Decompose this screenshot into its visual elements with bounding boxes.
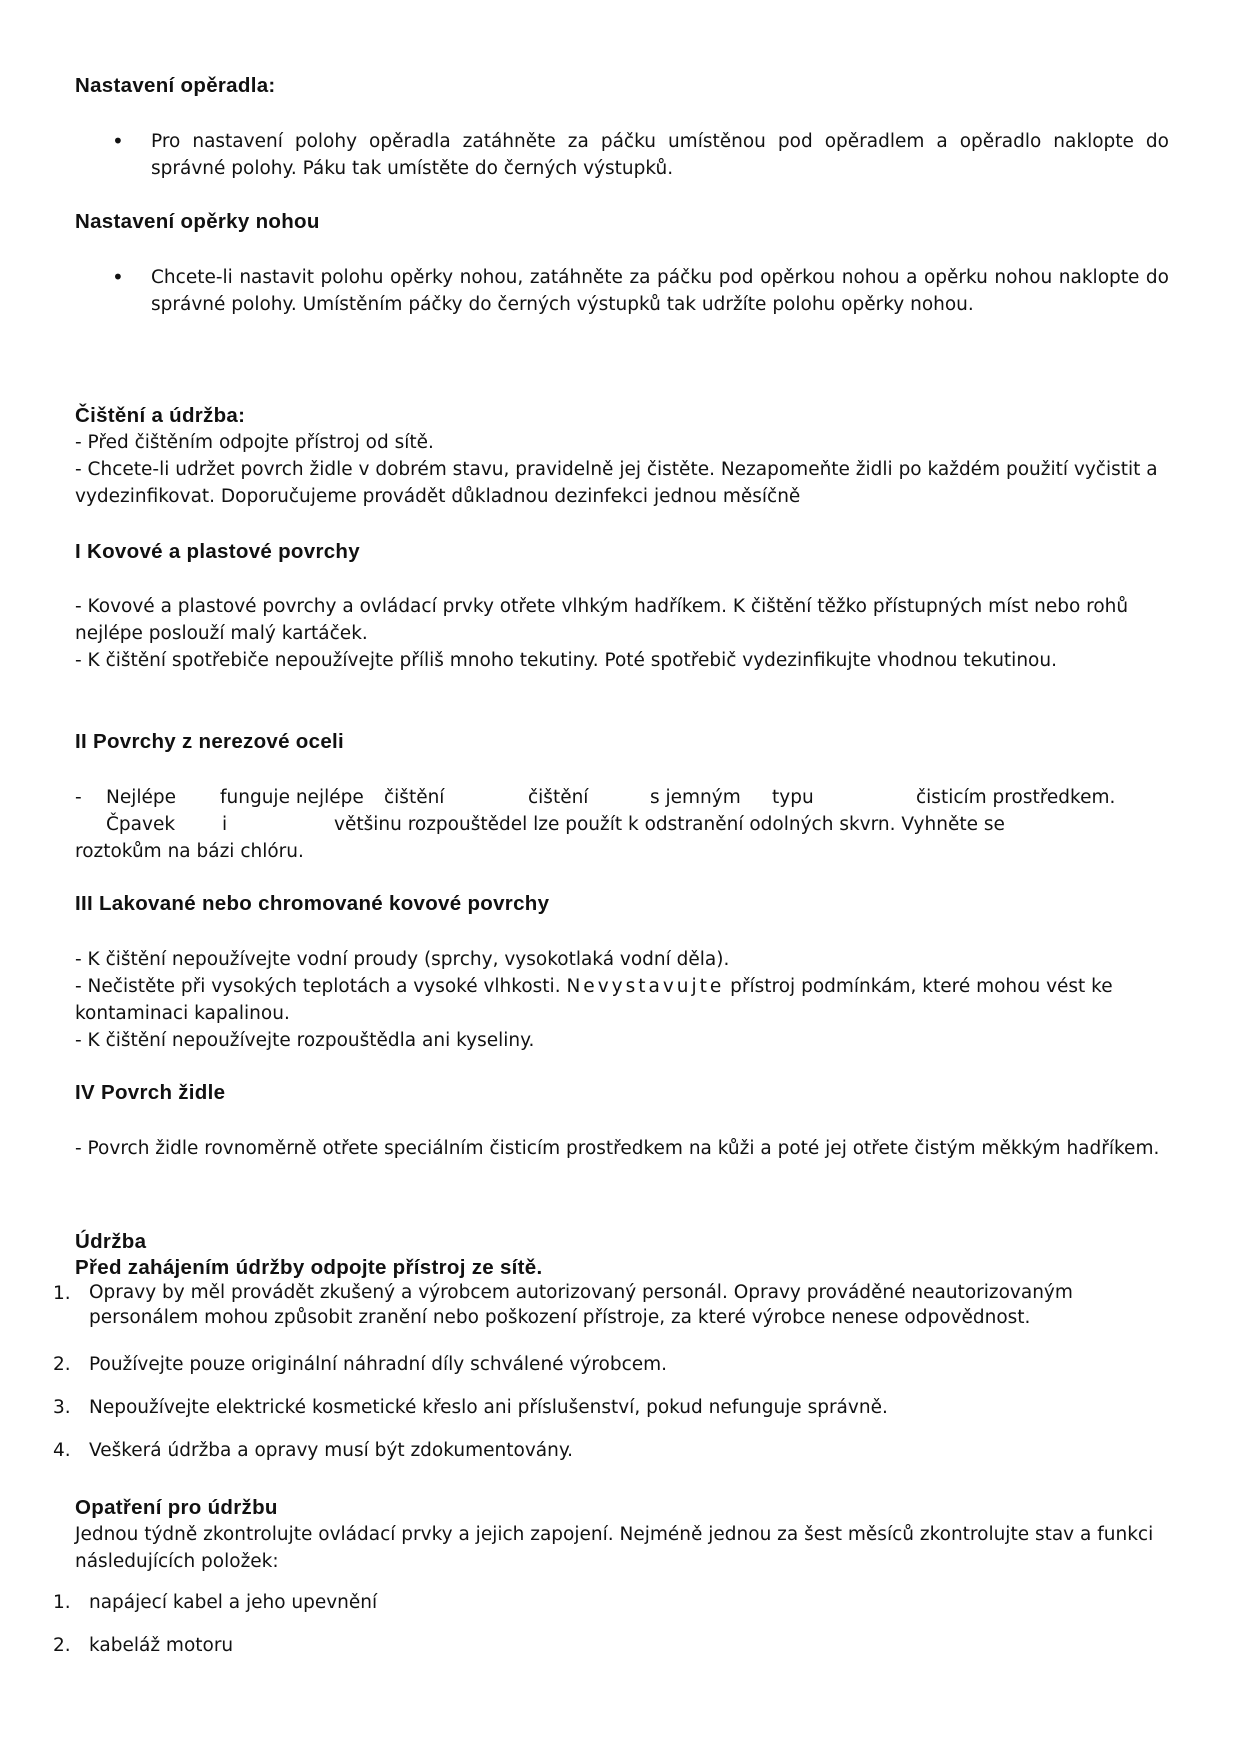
cleaning-heading: Čištění a údržba: (75, 404, 246, 427)
list-number: 3. (53, 1397, 71, 1418)
maintenance-subheading: Před zahájením údržby odpojte přístroj ze sítě. (75, 1256, 543, 1279)
list-number: 1. (53, 1592, 71, 1613)
scattered-word: Nejlépe (106, 787, 177, 808)
maintenance-item-2: Používejte pouze originální náhradní díly schválené výrobcem. (89, 1354, 668, 1375)
section-3-spaced-word: Nevystavujte (566, 976, 725, 997)
section-4-line-1: - Povrch židle rovnoměrně otřete speciálním čisticím prostředkem na kůži a poté jej otřete čistým měkkým hadříkem. (75, 1138, 1160, 1159)
section-3-line-1: - K čištění nepoužívejte vodní proudy (sprchy, vysokotlaká vodní děla). (75, 949, 730, 970)
section-4-heading: IV Povrch židle (75, 1081, 226, 1104)
bullet-dot: • (112, 129, 124, 153)
precautions-heading: Opatření pro údržbu (75, 1496, 278, 1519)
scattered-word: většinu rozpouštědel lze použít k odstranění odolných skvrn. Vyhněte se (334, 814, 1005, 835)
cleaning-line-2: - Chcete-li udržet povrch židle v dobrém stavu, pravidelně jej čistěte. Nezapomeňte židli po každém použití vyčistit a vydezinfikovat. Doporučujeme provádět důkladnou dezinfekci jednou měsíčně (75, 459, 1158, 507)
list-number: 2. (53, 1635, 71, 1656)
section-3-line-3: - K čištění nepoužívejte rozpouštědla ani kyseliny. (75, 1030, 535, 1051)
maintenance-item-1: Opravy by měl provádět zkušený a výrobcem autorizovaný personál. Opravy prováděné neautorizovaným personálem mohou způsobit zranění nebo poškození přístroje, za které výrobce nenese odpovědnost. (89, 1282, 1073, 1328)
scattered-word: typu (772, 787, 814, 808)
precautions-intro: Jednou týdně zkontrolujte ovládací prvky a jejich zapojení. Nejméně jednou za šest měsíců zkontrolujte stav a funkci následujících položek: (75, 1524, 1154, 1572)
scattered-word: funguje nejlépe (220, 787, 364, 808)
footrest-bullet-text: Chcete-li nastavit polohu opěrky nohou, zatáhněte za páčku pod opěrkou nohou a opěrku nohou naklopte do správné polohy. Umístěním páčky do černých výstupků tak udržíte polohu opěrky nohou. (151, 267, 1169, 315)
list-number: 1. (53, 1283, 71, 1304)
scattered-word: - (75, 787, 82, 808)
scattered-word: čištění (528, 787, 589, 808)
scattered-word: Čpavek (106, 814, 176, 835)
section-3-line-2 (75, 973, 1175, 1027)
section-3-heading: III Lakované nebo chromované kovové povrchy (75, 892, 550, 915)
maintenance-item-4: Veškerá údržba a opravy musí být zdokumentovány. (89, 1440, 574, 1461)
backrest-heading: Nastavení opěradla: (75, 74, 276, 97)
section-2-line-3: roztokům na bázi chlóru. (75, 841, 304, 862)
list-number: 2. (53, 1354, 71, 1375)
list-number: 4. (53, 1440, 71, 1461)
footrest-heading: Nastavení opěrky nohou (75, 210, 320, 233)
backrest-bullet-text: Pro nastavení polohy opěradla zatáhněte za páčku umístěnou pod opěradlem a opěradlo naklopte do správné polohy. Páku tak umístěte do černých výstupků. (151, 131, 1169, 179)
maintenance-item-3: Nepoužívejte elektrické kosmetické křeslo ani příslušenství, pokud nefunguje správně. (89, 1397, 888, 1418)
scattered-word: čištění (384, 787, 445, 808)
section-3-line-2c: přístroj podmínkám, které mohou vést ke kontaminaci kapalinou. (75, 976, 1113, 1024)
cleaning-line-1: - Před čištěním odpojte přístroj od sítě. (75, 432, 434, 453)
scattered-word: čisticím prostředkem. (916, 787, 1116, 808)
bullet-dot: • (112, 265, 124, 289)
section-3-line-2a: - Nečistěte při vysokých teplotách a vysoké vlhkosti. (75, 976, 561, 997)
maintenance-heading: Údržba (75, 1230, 147, 1253)
section-1-heading: I Kovové a plastové povrchy (75, 540, 360, 563)
precautions-item-1: napájecí kabel a jeho upevnění (89, 1592, 378, 1613)
scattered-word: s jemným (650, 787, 741, 808)
section-2-heading: II Povrchy z nerezové oceli (75, 730, 345, 753)
section-1-line-2: - K čištění spotřebiče nepoužívejte příliš mnoho tekutiny. Poté spotřebič vydezinfikujte vhodnou tekutinou. (75, 650, 1057, 671)
scattered-word: i (222, 814, 228, 835)
precautions-item-2: kabeláž motoru (89, 1635, 234, 1656)
section-1-line-1: - Kovové a plastové povrchy a ovládací prvky otřete vlhkým hadříkem. K čištění těžko přístupných míst nebo rohů nejlépe poslouží malý kartáček. (75, 596, 1129, 644)
